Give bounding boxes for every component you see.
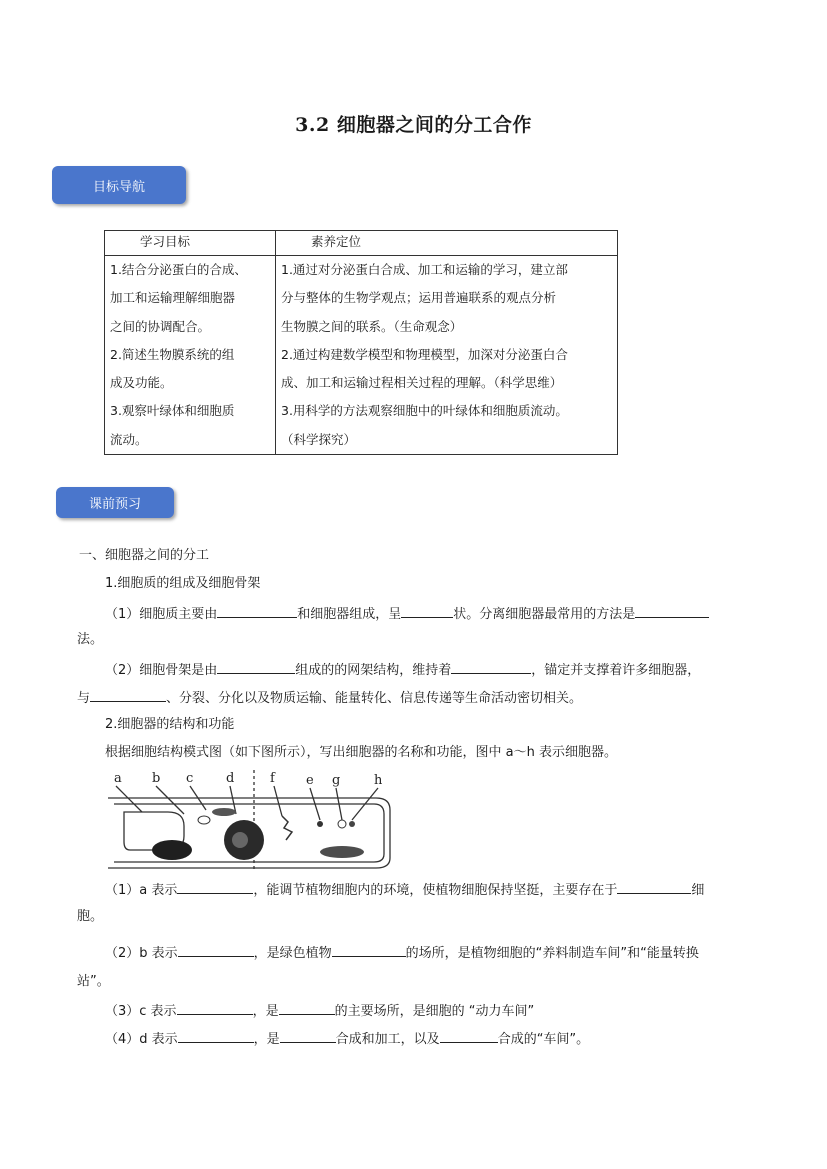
goals-cell: 1.结合分泌蛋白的合成、 加工和运输理解细胞器 之间的协调配合。 2.简述生物膜系统的组 成及功能。 3.观察叶绿体和细胞质 流动。 (105, 256, 276, 455)
cell-structure-diagram (106, 770, 392, 870)
answer-blank[interactable] (451, 659, 531, 674)
label-b: b (152, 771, 161, 786)
answer-blank[interactable] (617, 879, 691, 894)
question-1-cont: 法。 (77, 632, 104, 647)
answer-blank[interactable] (90, 687, 166, 702)
answer-blank[interactable] (177, 1000, 253, 1015)
answer-blank[interactable] (178, 942, 254, 957)
item-b-cont: 站”。 (77, 974, 110, 989)
answer-blank[interactable] (440, 1028, 498, 1043)
answer-blank[interactable] (178, 1028, 254, 1043)
item-b: （2）b 表示 ，是绿色植物 的场所，是植物细胞的“养料制造车间”和“能量转换 (105, 942, 699, 964)
literacy-cell: 1.通过对分泌蛋白合成、加工和运输的学习，建立部 分与整体的生物学观点；运用普遍联系的观点分析 生物膜之间的联系。（生命观念） 2.通过构建数学模型和物理模型，加深对分泌蛋白合 成、加工和运输过程相关过程的理解。（科学思维） 3.用科学的方法观察细胞中的叶绿体和细胞质流动。 （科学探究） (276, 256, 618, 455)
label-d: d (226, 771, 235, 786)
question-2: （2）细胞骨架是由 组成的的网架结构，维持着 ，锚定并支撑着许多细胞器， (105, 659, 700, 681)
label-e: e (306, 773, 314, 788)
answer-blank[interactable] (177, 879, 253, 894)
question-2-cont: 与 、分裂、分化以及物质运输、能量转化、信息传递等生命活动密切相关。 (77, 687, 582, 709)
item-d: （4）d 表示 ，是 合成和加工，以及 合成的“车间”。 (105, 1028, 589, 1050)
label-c: c (186, 771, 194, 786)
label-f: f (270, 771, 275, 786)
answer-blank[interactable] (635, 603, 709, 618)
page-title: 3.2 细胞器之间的分工合作 (295, 114, 532, 136)
label-h: h (374, 773, 383, 788)
table-header-literacy: 素养定位 (276, 231, 618, 256)
section-heading: 一、细胞器之间的分工 (79, 548, 210, 563)
label-a: a (114, 771, 122, 786)
subheading-cytoplasm: 1.细胞质的组成及细胞骨架 (105, 576, 261, 591)
table-header-goals: 学习目标 (105, 231, 276, 256)
subheading-organelles: 2.细胞器的结构和功能 (105, 717, 235, 732)
item-a: （1）a 表示 ，能调节植物细胞内的环境，使植物细胞保持坚挺，主要存在于 细 (105, 879, 704, 901)
label-g: g (332, 773, 341, 788)
preview-badge: 课前预习 (56, 487, 174, 518)
answer-blank[interactable] (217, 603, 297, 618)
item-c: （3）c 表示 ，是 的主要场所，是细胞的 “动力车间” (105, 1000, 534, 1022)
answer-blank[interactable] (332, 942, 406, 957)
question-1: （1）细胞质主要由 和细胞器组成，呈 状。分离细胞器最常用的方法是 (105, 603, 709, 625)
goals-nav-badge: 目标导航 (52, 166, 186, 204)
answer-blank[interactable] (217, 659, 295, 674)
answer-blank[interactable] (280, 1028, 336, 1043)
answer-blank[interactable] (401, 603, 453, 618)
goals-table (104, 230, 618, 455)
answer-blank[interactable] (279, 1000, 335, 1015)
instruction: 根据细胞结构模式图（如下图所示），写出细胞器的名称和功能，图中 a～h 表示细胞器。 (105, 745, 617, 760)
item-a-cont: 胞。 (77, 909, 104, 924)
